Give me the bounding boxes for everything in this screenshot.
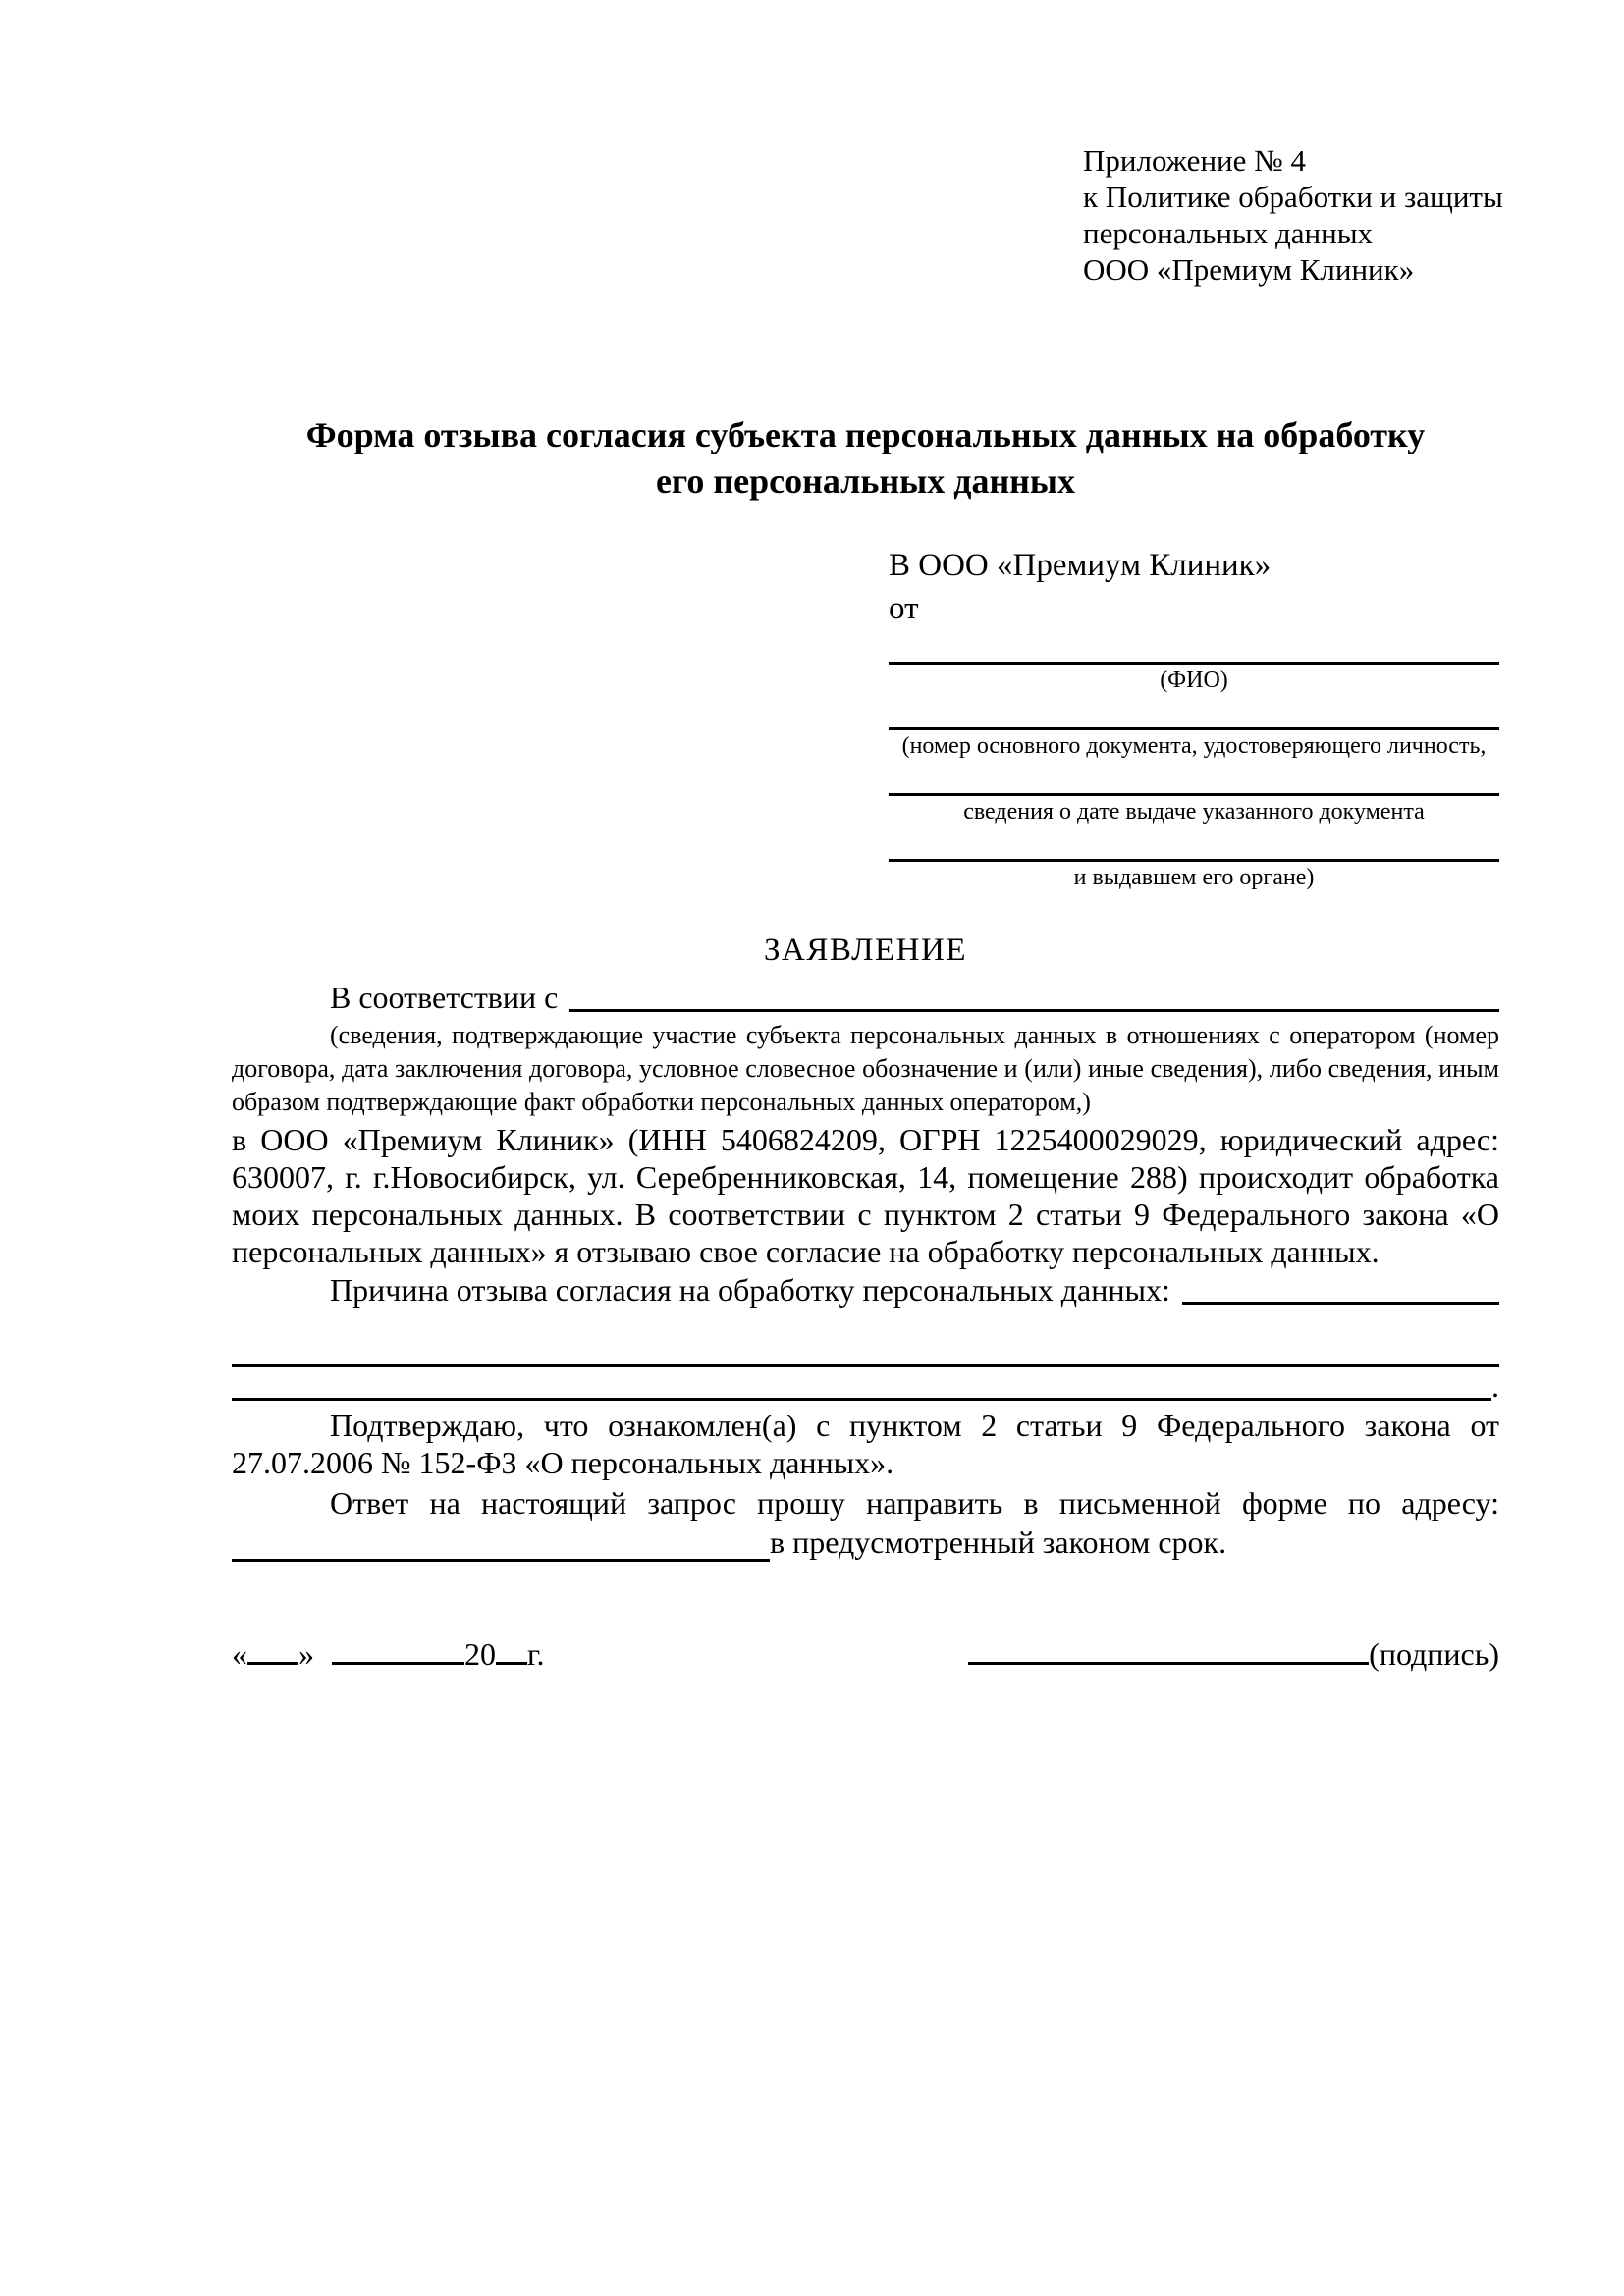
issue-date-field-caption: сведения о дате выдаче указанного документа — [963, 799, 1425, 825]
header-note-line-3: персональных данных — [1083, 216, 1374, 250]
month-blank-line — [332, 1636, 464, 1665]
header-note-line-1: Приложение № 4 — [1083, 143, 1306, 178]
header-note — [1083, 142, 1503, 288]
reason-blank-line-2 — [232, 1335, 1499, 1367]
intro-line — [232, 978, 1499, 1017]
address-blank-line — [232, 1529, 770, 1562]
issuing-authority-field-line — [889, 837, 1499, 862]
reason-period: . — [1491, 1368, 1499, 1404]
fio-field-caption: (ФИО) — [1160, 667, 1228, 693]
intro-prefix: В соответствии с — [330, 980, 559, 1015]
document-number-field-caption: (номер основного документа, удостоверяющего личность, — [901, 733, 1487, 759]
document-title-line-1: Форма отзыва согласия субъекта персональных данных на обработку — [305, 415, 1426, 454]
addressee-from: от — [889, 591, 919, 626]
document-number-field — [889, 706, 1499, 762]
confirmation-paragraph: Подтверждаю, что ознакомлен(а) с пунктом 2 статьи 9 Федерального закона от 27.07.2006 № 152-ФЗ «О персональных данных». — [232, 1408, 1499, 1480]
signature-line — [968, 1636, 1369, 1665]
reason-line — [232, 1270, 1499, 1309]
signature-caption: (подпись) — [1369, 1636, 1499, 1672]
signature-group — [968, 1634, 1499, 1674]
reason-blank-line-1 — [1182, 1302, 1499, 1305]
reason-label: Причина отзыва согласия на обработку персональных данных: — [330, 1272, 1170, 1308]
addressee-to: В ООО «Премиум Клиник» — [889, 548, 1272, 583]
intro-blank-line — [569, 1009, 1499, 1012]
header-note-line-4: ООО «Премиум Клиник» — [1083, 252, 1415, 287]
date-group — [232, 1634, 545, 1674]
fio-field — [889, 640, 1499, 696]
fine-print-note: (сведения, подтверждающие участие субъекта персональных данных в отношениях с оператором (номер договора, дата заключения договора, условное словесное обозначение и (или) иные сведения), либо сведения, иным образом подтверждающие факт обработки персональных данных оператором,) — [232, 1021, 1499, 1116]
date-quote-close: » — [298, 1636, 314, 1672]
reply-suffix: в предусмотренный законом срок. — [770, 1524, 1227, 1560]
issuing-authority-field-caption: и выдавшем его органе) — [1073, 865, 1315, 890]
issuing-authority-field — [889, 837, 1499, 893]
date-signature-row — [232, 1634, 1499, 1674]
year-prefix: 20 — [464, 1636, 496, 1672]
statement-body-paragraph: в ООО «Премиум Клиник» (ИНН 5406824209, ОГРН 1225400029029, юридический адрес: 630007, г. г.Новосибирск, ул. Серебренниковская, 14, помещение 288) происходит обработка моих персональных данных. В соответствии с пунктом 2 статьи 9 Федерального закона «О персональных данных» я отзываю свое согласие на обработку персональных данных. — [232, 1122, 1499, 1269]
year-blank-line — [496, 1636, 527, 1665]
document-title-line-2: его персональных данных — [655, 461, 1076, 501]
header-note-line-2: к Политике обработки и защиты — [1083, 180, 1503, 214]
addressee-block — [889, 544, 1499, 893]
reason-blank-line-3 — [232, 1367, 1499, 1403]
issue-date-field — [889, 772, 1499, 828]
reply-request-line: Ответ на настоящий запрос прошу направить в письменной форме по адресу: — [330, 1485, 1499, 1521]
reply-address-line — [232, 1522, 1499, 1562]
document-number-field-line — [889, 706, 1499, 730]
document-title — [232, 412, 1499, 505]
day-blank-line — [247, 1636, 298, 1665]
statement-heading: ЗАЯВЛЕНИЕ — [764, 933, 967, 968]
fio-field-line — [889, 640, 1499, 665]
date-quote-open: « — [232, 1636, 247, 1672]
year-suffix: г. — [527, 1636, 545, 1672]
issue-date-field-line — [889, 772, 1499, 796]
reason-blank-line-3-rule — [232, 1398, 1491, 1401]
